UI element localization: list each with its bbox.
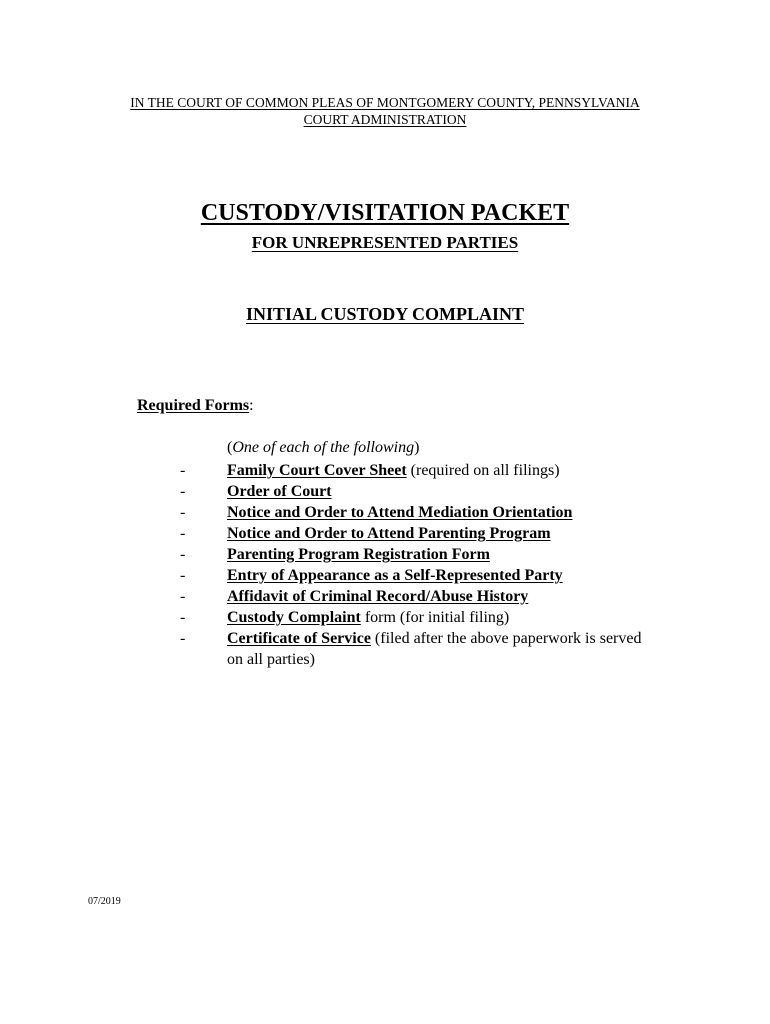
form-note: (required on all filings)	[406, 462, 560, 479]
list-item	[180, 523, 650, 544]
list-item	[180, 628, 650, 670]
bullet-dash: -	[180, 630, 186, 647]
list-item	[180, 460, 650, 481]
list-item	[180, 565, 650, 586]
form-name: Family Court Cover Sheet	[227, 462, 407, 479]
section-title: INITIAL CUSTODY COMPLAINT	[245, 304, 525, 324]
packet-title: CUSTODY/VISITATION PACKET	[200, 200, 570, 226]
required-forms-label	[137, 397, 254, 415]
bullet-dash: -	[180, 462, 186, 479]
form-note: form (for initial filing)	[360, 609, 510, 626]
form-name: Certificate of Service	[227, 630, 371, 647]
bullet-dash: -	[180, 504, 186, 521]
forms-intro-note	[227, 439, 419, 457]
bullet-dash: -	[180, 588, 186, 605]
bullet-dash: -	[180, 567, 186, 584]
form-name: Affidavit of Criminal Record/Abuse History	[227, 588, 529, 605]
list-item	[180, 502, 650, 523]
form-name: Notice and Order to Attend Mediation Orientation	[227, 504, 573, 521]
required-forms-label-text: Required Forms	[137, 397, 250, 414]
intro-close-paren: )	[414, 439, 420, 456]
court-name-heading: IN THE COURT OF COMMON PLEAS OF MONTGOMERY COUNTY, PENNSYLVANIA	[130, 95, 640, 110]
list-item	[180, 586, 650, 607]
form-name: Parenting Program Registration Form	[227, 546, 490, 563]
bullet-dash: -	[180, 609, 186, 626]
list-item	[180, 544, 650, 565]
bullet-dash: -	[180, 546, 186, 563]
form-name: Custody Complaint	[227, 609, 361, 626]
bullet-dash: -	[180, 525, 186, 542]
required-forms-colon: :	[249, 397, 254, 414]
list-item	[180, 607, 650, 628]
revision-date: 07/2019	[88, 896, 121, 907]
bullet-dash: -	[180, 483, 186, 500]
form-name: Entry of Appearance as a Self-Represented Party	[227, 567, 563, 584]
form-name: Order of Court	[227, 483, 332, 500]
form-note: (filed after the above paperwork is served on all parties)	[227, 630, 642, 668]
list-item	[180, 481, 650, 502]
required-forms-list	[180, 460, 650, 670]
form-name: Notice and Order to Attend Parenting Program	[227, 525, 551, 542]
intro-open-paren: (	[227, 439, 233, 456]
court-administration-heading: COURT ADMINISTRATION	[303, 112, 467, 127]
intro-italic-text: One of each of the following	[232, 439, 415, 456]
packet-subtitle: FOR UNREPRESENTED PARTIES	[251, 233, 519, 252]
